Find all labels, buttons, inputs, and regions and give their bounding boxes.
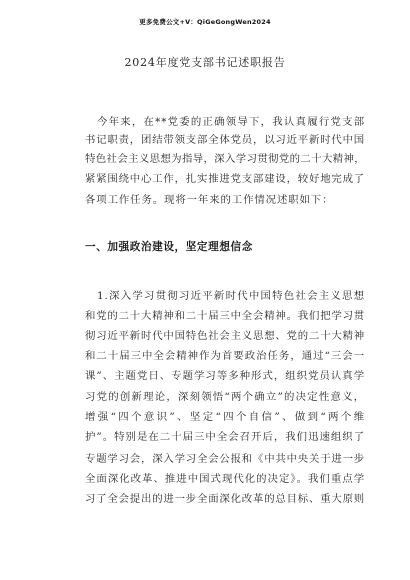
item1-line-11: 习了全会提出的进一步全面深化改革的总目标、重大原则 [85,493,365,505]
item1-line-4: 和二十届三中全会精神作为首要政治任务，通过“三会一 [85,350,365,362]
intro-line-4: 紧紧围绕中心工作，扎实推进党支部建设，较好地完成了 [85,173,365,185]
section-heading-1: 一、加强政治建设，坚定理想信念 [85,241,253,253]
item1-line-5: 课”、主题党日、专题学习等多种形式，组织党员认真学 [85,370,365,382]
item1-line-7: 增强“四个意识”、坚定“四个自信”、做到“两个维 [85,411,365,423]
document-title: 2024年度党支部书记述职报告 [124,56,286,69]
item1-line-2: 和党的二十大精神和二十届三中全会精神。我们把学习贯 [85,310,365,322]
intro-line-3: 特色社会主义思想为指导，深入学习贯彻党的二十大精神， [85,153,365,165]
item1-line-8: 护”。特别是在二十届三中全会召开后，我们迅速组织了 [85,431,365,443]
item1-line-10: 全面深化改革、推进中国式现代化的决定》。我们重点学 [85,473,365,485]
intro-line-1: 今年来，在**党委的正确领导下，我认真履行党支部 [97,116,365,128]
watermark-text: 更多免费公文+V：QiGeGongWen2024 [139,18,271,26]
intro-line-2: 书记职责，团结带领支部全体党员，以习近平新时代中国 [85,134,365,146]
item1-line-3: 彻习近平新时代中国特色社会主义思想、党的二十大精神 [85,330,365,342]
item1-line-1: 1.深入学习贯彻习近平新时代中国特色社会主义思想 [97,290,365,302]
item1-line-6: 习党的创新理论，深刻领悟“两个确立”的决定性意义， [85,391,365,403]
intro-line-5: 各项工作任务。现将一年来的工作情况述职如下： [85,194,334,206]
item1-line-9: 专题学习会，深入学习全会公报和《中共中央关于进一步 [85,453,365,465]
